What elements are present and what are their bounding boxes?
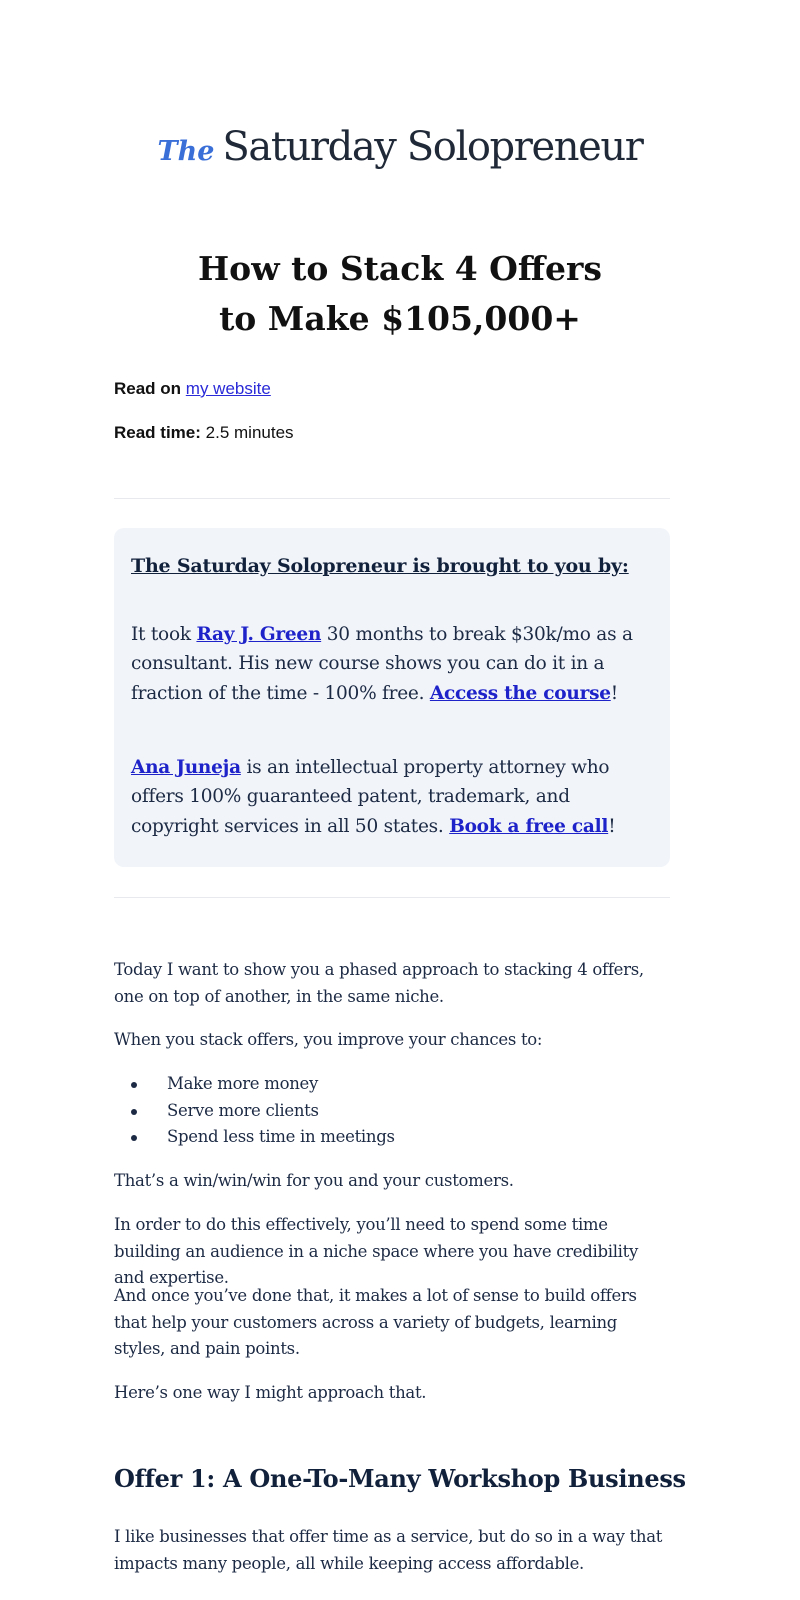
body-paragraph: And once you’ve done that, it makes a lot of sense to build offers that help your customers across a variety of budgets, learning styles, and pain points. <box>114 1286 637 1359</box>
read-on-label: Read on <box>114 379 182 398</box>
body-paragraph: Here’s one way I might approach that. <box>114 1383 427 1402</box>
sponsor-title: The Saturday Solopreneur is brought to you by: <box>131 555 629 577</box>
newsletter-logo <box>0 124 800 170</box>
divider-bottom <box>114 897 670 898</box>
divider-top <box>114 498 670 499</box>
my-website-link[interactable]: my website <box>185 379 271 398</box>
body-paragraph: I like businesses that offer time as a service, but do so in a way that impacts many people, all while keeping access affordable. <box>114 1527 663 1573</box>
sponsor2-text-mid: is an intellectual property attorney who offers 100% guaranteed patent, trademark, and copyright services in all 50 states. <box>131 757 610 837</box>
ana-juneja-link[interactable]: Ana Juneja <box>131 757 241 778</box>
title-line-2: to Make $105,000+ <box>219 299 581 338</box>
read-time-row <box>114 423 294 443</box>
section-heading-offer-1: Offer 1: A One-To-Many Workshop Business <box>114 1464 686 1493</box>
body-paragraph: When you stack offers, you improve your chances to: <box>114 1030 543 1049</box>
sponsor2-text-post: ! <box>608 815 616 837</box>
sponsor1-text-post: ! <box>610 682 618 704</box>
read-time-label: Read time: <box>114 423 201 442</box>
read-on-row <box>114 379 271 399</box>
logo-the: The <box>157 136 215 167</box>
body-paragraph: That’s a win/win/win for you and your customers. <box>114 1171 514 1190</box>
sponsor-paragraph-2 <box>131 753 655 841</box>
body-paragraph: Today I want to show you a phased approach to stacking 4 offers, one on top of another, in the same niche. <box>114 960 644 1006</box>
sponsor1-text-mid: 30 months to break $30k/mo as a consultant. His new course shows you can do it in a fraction of the time - 100% free. <box>131 624 633 704</box>
ray-j-green-link[interactable]: Ray J. Green <box>196 624 322 645</box>
sponsor-paragraph-1 <box>131 620 655 708</box>
read-time-value: 2.5 minutes <box>205 423 294 442</box>
list-item: Serve more clients <box>114 1098 670 1125</box>
body-paragraph: In order to do this effectively, you’ll need to spend some time building an audience in a niche space where you have credibility and expertise. <box>114 1215 639 1288</box>
page-title <box>0 244 800 344</box>
access-course-link[interactable]: Access the course <box>429 682 611 704</box>
benefits-list <box>114 1071 670 1151</box>
list-item: Spend less time in meetings <box>114 1124 670 1151</box>
logo-name: Saturday Solopreneur <box>222 124 643 170</box>
list-item: Make more money <box>114 1071 670 1098</box>
sponsor1-text-pre: It took <box>131 624 197 645</box>
book-free-call-link[interactable]: Book a free call <box>449 815 609 837</box>
title-line-1: How to Stack 4 Offers <box>198 249 602 288</box>
